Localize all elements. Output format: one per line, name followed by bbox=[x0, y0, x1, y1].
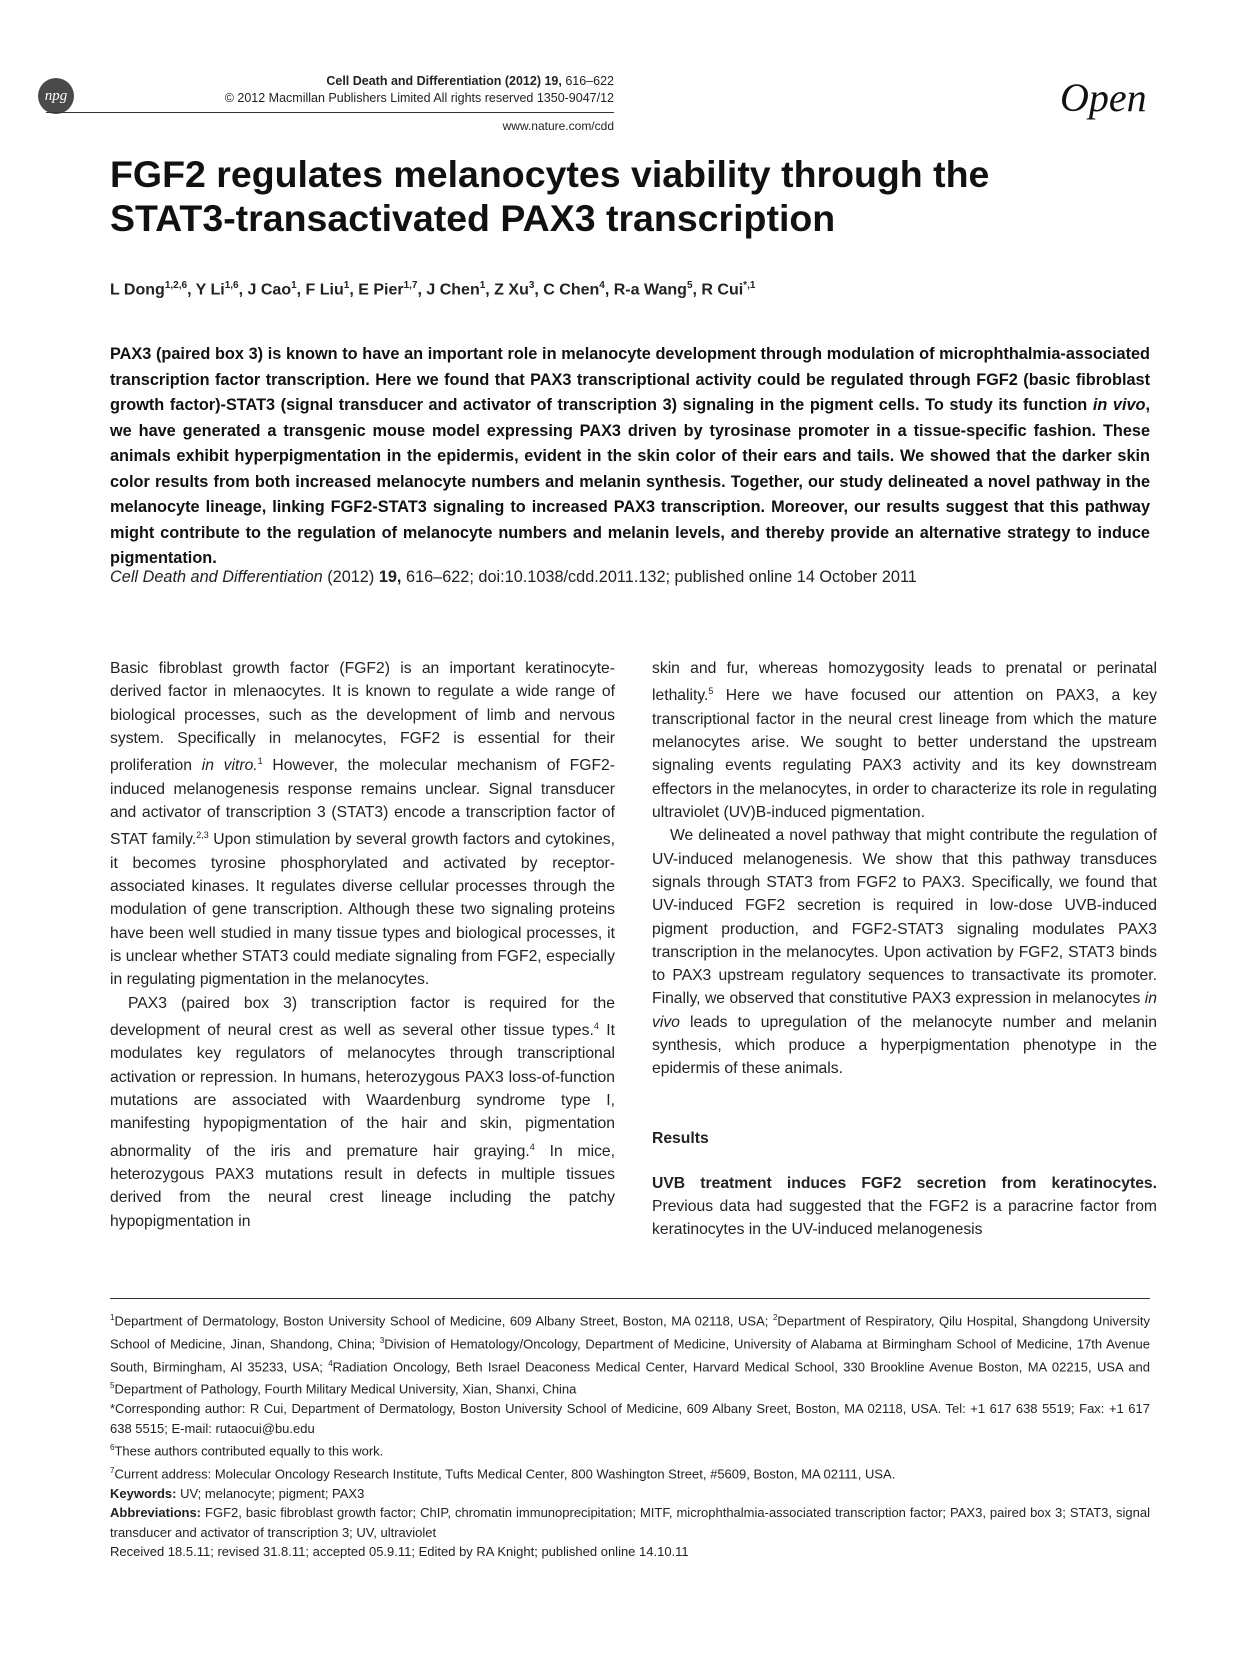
citation-volume: 19, bbox=[378, 568, 402, 586]
author-name: J Cao bbox=[247, 281, 292, 299]
keywords bbox=[110, 1484, 1150, 1504]
affiliation: Department of Pathology, Fourth Military Medical University, Xian, Shanxi, China bbox=[114, 1381, 577, 1397]
paragraph-text: It modulates key regulators of melanocytes through transcriptional activation or repression. In humans, heterozygous PAX3 loss-of-function mutations are associated with Waardenburg syndrome type I, manifesting hypopigmentation of the hair and skin, pigmentation abnormality of the iris and premature hair graying. bbox=[110, 1022, 616, 1160]
paragraph-text: skin and fur, whereas homozygosity leads to prenatal or perinatal lethality. bbox=[652, 660, 1157, 705]
corresponding-author: *Corresponding author: R Cui, Department of Dermatology, Boston University School of Medicine, 609 Albany Sreet, Boston, MA 02118, USA. Tel: +1 617 638 5519; Fax: +1 617 638 5515; E-mail: rutaocui@bu.edu bbox=[110, 1401, 1150, 1436]
article-title bbox=[110, 152, 1150, 240]
author-list: L Dong$^{1,2,6}$, Y Li$^{1,6}$, J Cao$^1$, F Liu$^1$, E Pier$^{1,7}$, J Chen$^1$, Z Xu$^3$, C Chen$^4$, R-a Wang$^5$, R Cui$^{*,1}$ bbox=[110, 280, 756, 299]
journal-name: Cell Death and Differentiation bbox=[326, 74, 502, 88]
paragraph-text: In mice, heterozygous PAX3 mutations result in defects in multiple tissues derived from the neural crest lineage including the patchy hypopigmentation in bbox=[110, 1142, 616, 1230]
paragraph-text: Previous data had suggested that the FGF2 is a paracrine factor from keratinocytes in the UV-induced melanogenesis bbox=[652, 1198, 1157, 1239]
run-in-heading: UVB treatment induces FGF2 secretion from keratinocytes. bbox=[652, 1174, 1157, 1192]
journal-url[interactable]: www.nature.com/cdd bbox=[502, 119, 614, 133]
paragraph-italic: in vitro. bbox=[201, 757, 258, 775]
body-column-right bbox=[652, 657, 1157, 1242]
paragraph bbox=[652, 1172, 1157, 1242]
paragraph-text: PAX3 (paired box 3) transcription factor is required for the development of neural crest as well as several other tissue types. bbox=[110, 994, 615, 1040]
affiliation-marker: 5 bbox=[110, 1381, 115, 1391]
current-address-note bbox=[110, 1461, 1150, 1484]
reference-marker[interactable]: 4 bbox=[593, 1020, 599, 1031]
paragraph-text: Here we have focused our attention on PAX3, a key transcriptional factor in the neural crest lineage from which the mature melanocytes arise. We sought to better understand the upstream signaling events regulating PAX3 activity and its key downstream effectors in the melanocytes, in order to characterize its role in regulating ultraviolet (UV)B-induced pigmentation. bbox=[652, 687, 1157, 822]
received-dates: Received 18.5.11; revised 31.8.11; accepted 05.9.11; Edited by RA Knight; published online 14.10.11 bbox=[110, 1544, 689, 1560]
section-heading-results: Results bbox=[652, 1129, 709, 1147]
citation-year: (2012) bbox=[322, 568, 379, 586]
author-affiliation-marker: 1,7 bbox=[403, 280, 418, 291]
affiliation: Department of Respiratory, Qilu Hospital, Shangdong University School of Medicine, Jinan, Shandong, China; bbox=[110, 1313, 1150, 1352]
paragraph bbox=[652, 657, 1157, 824]
affiliation-marker: 6 bbox=[110, 1443, 115, 1453]
abbreviations-label: Abbreviations: bbox=[110, 1505, 202, 1521]
author-name: J Chen bbox=[426, 281, 480, 299]
paragraph-text: Upon stimulation by several growth factors and cytokines, it becomes tyrosine phosphorylated and activated by receptor-associated kinases. It regulates diverse cellular processes through the modulation of gene transcription. Although these two signaling proteins have been well studied in many tissue types and biological processes, it is unclear whether STAT3 could mediate signaling from FGF2, especially in regulating pigmentation in the melanocytes. bbox=[110, 831, 615, 989]
open-access-label: Open bbox=[1060, 75, 1147, 120]
author-affiliation-marker: 1,6 bbox=[224, 280, 239, 291]
author-affiliation-marker: 1,2,6 bbox=[164, 280, 188, 291]
header-rule bbox=[46, 112, 614, 113]
author-affiliation-marker: 1 bbox=[291, 280, 297, 291]
affiliation: Department of Dermatology, Boston University School of Medicine, 609 Albany Street, Boston, MA 02118, USA; bbox=[114, 1313, 773, 1329]
author-name: L Dong bbox=[110, 281, 165, 299]
author-name: R-a Wang bbox=[613, 281, 687, 299]
keywords-text: UV; melanocyte; pigment; PAX3 bbox=[176, 1485, 365, 1501]
citation-rest: 616–622; doi:10.1038/cdd.2011.132; published online 14 October 2011 bbox=[401, 568, 917, 586]
author-affiliation-marker: 1 bbox=[479, 280, 486, 291]
equal-contribution-note bbox=[110, 1438, 1150, 1461]
author-affiliation-marker: *,1 bbox=[743, 280, 756, 291]
footnote-rule bbox=[110, 1298, 1150, 1299]
title-line-2: STAT3-transactivated PAX3 transcription bbox=[110, 197, 836, 239]
author-affiliation-marker: 3 bbox=[528, 280, 535, 291]
abstract-italic: in vivo bbox=[1092, 396, 1146, 414]
journal-pages: 616–622 bbox=[565, 74, 614, 88]
publisher-logo: npg bbox=[38, 78, 74, 114]
journal-reference bbox=[120, 74, 614, 88]
author-name: E Pier bbox=[358, 281, 404, 299]
citation-journal: Cell Death and Differentiation bbox=[110, 568, 323, 586]
abstract-part-1: PAX3 (paired box 3) is known to have an important role in melanocyte development through modulation of microphthalmia-associated transcription factor transcription. Here we found that PAX3 transcriptional activity could be regulated through FGF2 (basic fibroblast growth factor)-STAT3 (signal transducer and activator of transcription 3) signaling in the pigment cells. To study its function bbox=[110, 345, 1150, 414]
paragraph-text: leads to upregulation of the melanocyte number and melanin synthesis, which produce a hyperpigmentation phenotype in the epidermis of these animals. bbox=[652, 1013, 1157, 1078]
affiliations bbox=[110, 1308, 1150, 1399]
affiliation-marker: 2 bbox=[772, 1313, 778, 1322]
title-line-1: FGF2 regulates melanocytes viability through the bbox=[110, 153, 990, 195]
copyright-line: © 2012 Macmillan Publishers Limited All rights reserved 1350-9047/12 bbox=[224, 91, 614, 105]
abstract-part-2: , we have generated a transgenic mouse model expressing PAX3 driven by tyrosinase promoter in a tissue-specific fashion. These animals exhibit hyperpigmentation in the epidermis, evident in the skin color of their ears and tails. We showed that the darker skin color results from both increased melanocyte numbers and melanin synthesis. Together, our study delineated a novel pathway in the melanocyte lineage, linking FGF2-STAT3 signaling to increased PAX3 transcription. Moreover, our results suggest that this pathway might contribute to the regulation of melanocyte numbers and melanin levels, and thereby provide an alternative strategy to induce pigmentation. bbox=[110, 396, 1150, 567]
citation-line bbox=[110, 568, 1150, 587]
reference-marker[interactable]: 5 bbox=[708, 686, 714, 697]
body-column-left bbox=[110, 657, 615, 1233]
paragraph-text: However, the molecular mechanism of FGF2-induced melanogenesis response remains unclear. Signal transducer and activator of transcription 3 (STAT3) encode a transcription factor of STAT family. bbox=[110, 757, 615, 849]
reference-marker[interactable]: 1 bbox=[257, 756, 263, 767]
author-affiliation-marker: 4 bbox=[599, 280, 605, 291]
abbreviations bbox=[110, 1503, 1150, 1542]
paragraph-text: Basic fibroblast growth factor (FGF2) is an important keratinocyte-derived factor in mlenaocytes. It is known to regulate a wide range of biological processes, such as the development of limb and nervous system. Specifically in melanocytes, FGF2 is essential for their proliferation bbox=[110, 660, 615, 775]
note-text: Current address: Molecular Oncology Research Institute, Tufts Medical Center, 800 Washington Street, #5609, Boston, MA 02111, USA. bbox=[114, 1466, 896, 1482]
author-name: C Chen bbox=[543, 281, 600, 299]
paragraph bbox=[110, 657, 615, 992]
abbreviations-text: FGF2, basic fibroblast growth factor; ChIP, chromatin immunoprecipitation; MITF, microphthalmia-associated transcription factor; PAX3, paired box 3; STAT3, signal transducer and activator of transcription 3; UV, ultraviolet bbox=[110, 1505, 1150, 1540]
author-name: F Liu bbox=[305, 281, 344, 299]
author-name: Y Li bbox=[195, 281, 225, 299]
affiliation-marker: 3 bbox=[379, 1335, 385, 1345]
reference-marker[interactable]: 4 bbox=[529, 1141, 535, 1152]
abstract bbox=[110, 342, 1150, 572]
paragraph-text: We delineated a novel pathway that might contribute the regulation of UV-induced melanogenesis. We show that this pathway transduces signals through STAT3 from FGF2 to PAX3. Specifically, we found that UV-induced FGF2 secretion is required in low-dose UVB-induced pigment production, and FGF2-STAT3 signaling modulates PAX3 transcription in the melanocytes. Upon activation by FGF2, STAT3 binds to PAX3 upstream regulatory sequences to transactivate its promoter. Finally, we observed that constitutive PAX3 expression in melanocytes bbox=[652, 827, 1157, 1008]
reference-marker[interactable]: 2,3 bbox=[196, 830, 209, 841]
author-name: R Cui bbox=[701, 281, 744, 299]
affiliation: Division of Hematology/Oncology, Department of Medicine, University of Alabama at Birmingham School of Medicine, 17th Avenue South, Birmingham, Al 35233, USA; bbox=[110, 1336, 1151, 1374]
affiliation-marker: 1 bbox=[110, 1313, 115, 1322]
affiliation-marker: 7 bbox=[110, 1466, 115, 1476]
author-affiliation-marker: 5 bbox=[686, 280, 693, 291]
author-name: Z Xu bbox=[494, 281, 529, 299]
paragraph bbox=[110, 992, 615, 1233]
affiliation: Radiation Oncology, Beth Israel Deaconess Medical Center, Harvard Medical School, 330 Brookline Avenue Boston, MA 02215, USA and bbox=[332, 1358, 1151, 1374]
paragraph bbox=[652, 824, 1157, 1080]
keywords-label: Keywords: bbox=[110, 1485, 177, 1501]
footnotes bbox=[110, 1308, 1150, 1562]
affiliation-marker: 4 bbox=[328, 1358, 333, 1368]
note-text: These authors contributed equally to this work. bbox=[114, 1443, 384, 1459]
author-affiliation-marker: 1 bbox=[343, 280, 350, 291]
journal-year-volume: (2012) 19, bbox=[504, 74, 562, 88]
paragraph-italic: in vivo bbox=[652, 990, 1157, 1031]
